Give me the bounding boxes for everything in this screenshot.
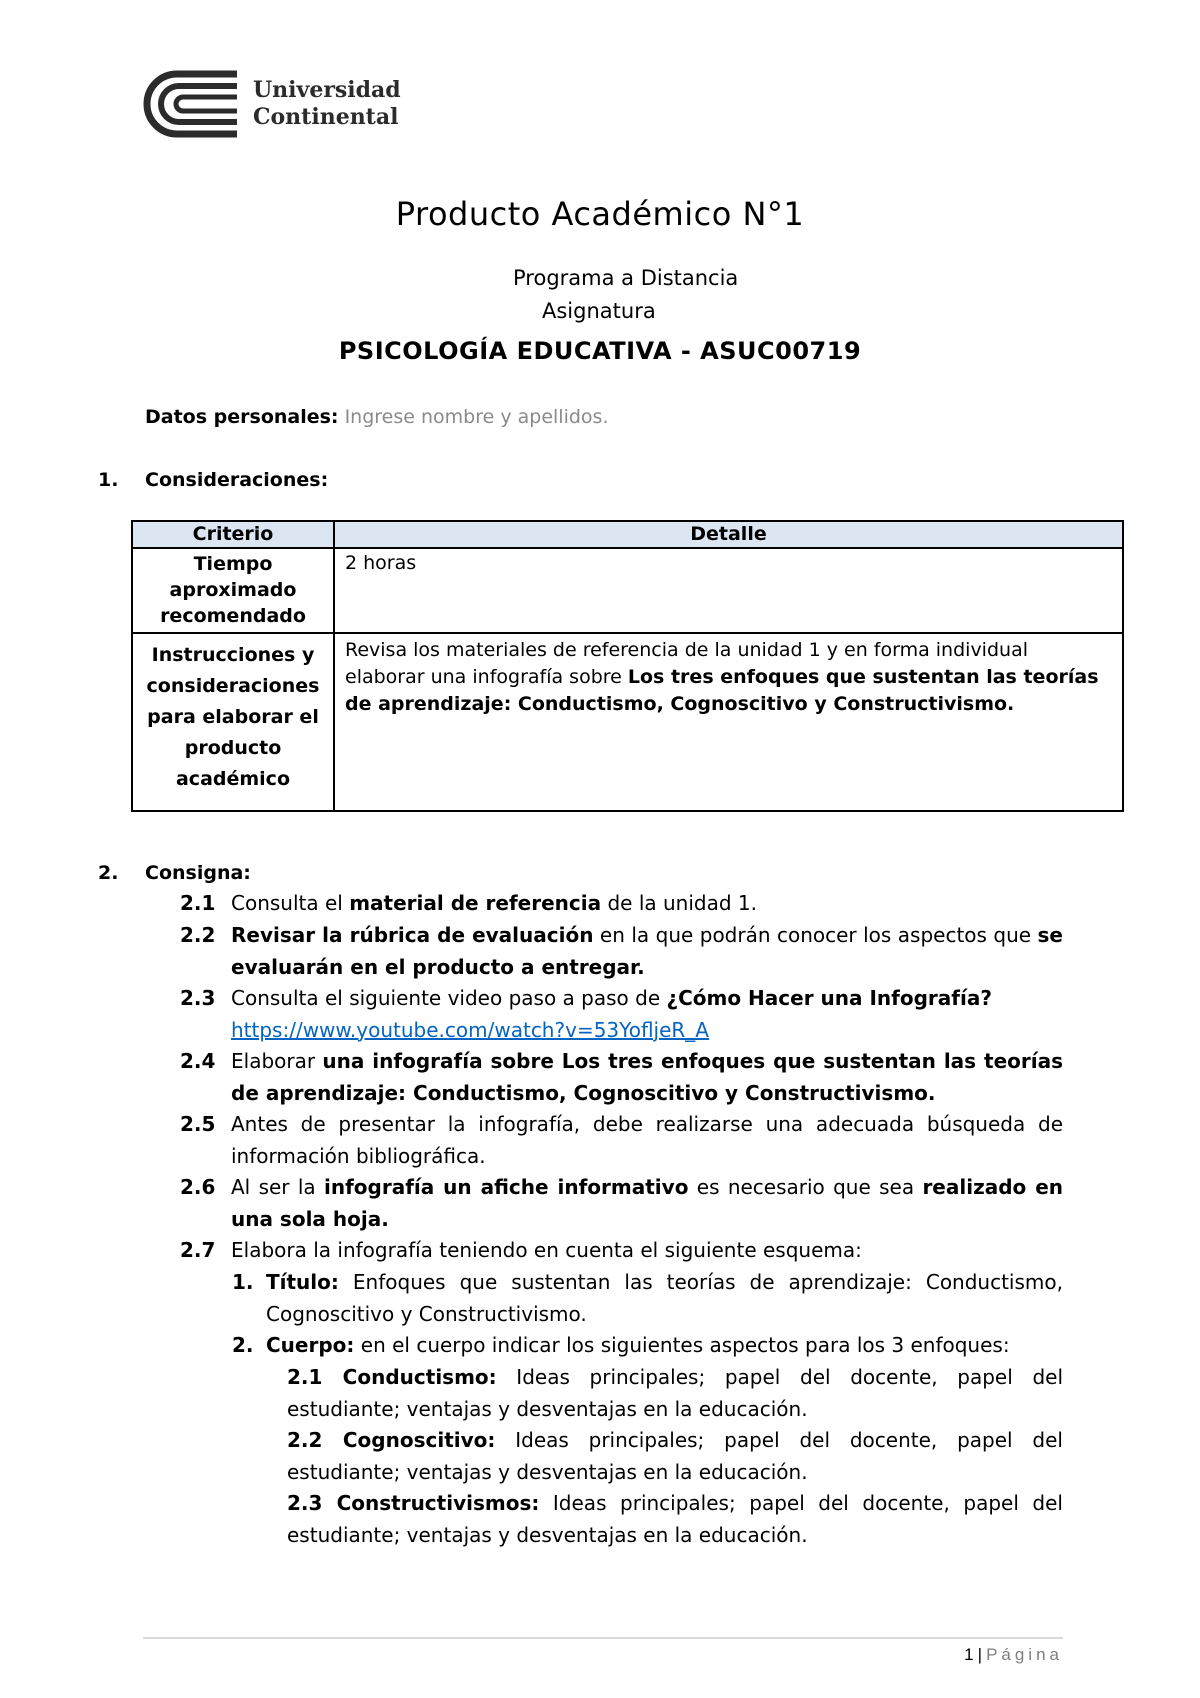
item-bold-text: se evaluarán en el producto a entregar. bbox=[231, 923, 1063, 979]
item-number: 2.7 bbox=[180, 1238, 216, 1262]
detalle-text: Revisa los materiales de referencia de la unidad 1 y en forma individual elaborar una infografía sobre bbox=[345, 639, 1028, 688]
footer-separator: | bbox=[977, 1645, 983, 1664]
scheme-subitem-conductismo bbox=[287, 1362, 1063, 1425]
scheme-text: en el cuerpo indicar los siguientes aspectos para los 3 enfoques: bbox=[354, 1333, 1010, 1357]
footer-divider bbox=[143, 1637, 1063, 1639]
video-link[interactable]: https://www.youtube.com/watch?v=53YofljeR_A bbox=[231, 1017, 709, 1042]
item-bold-text: una infografía sobre Los tres enfoques que sustentan las teorías de aprendizaje: Conductismo, Cognoscitivo y Constructivismo. bbox=[231, 1049, 1063, 1105]
item-text: Elaborar bbox=[231, 1049, 323, 1073]
logo-line-2: Continental bbox=[253, 104, 399, 130]
subject-subtitle: Asignatura bbox=[542, 299, 656, 323]
section-2-number: 2. bbox=[98, 862, 119, 884]
personal-data bbox=[145, 406, 609, 428]
course-title: PSICOLOGÍA EDUCATIVA - ASUC00719 bbox=[338, 337, 862, 365]
item-number: 2.3 bbox=[180, 986, 216, 1010]
list-item bbox=[180, 888, 1063, 920]
item-text: en la que podrán conocer los aspectos que bbox=[593, 923, 1038, 947]
table-header-detalle: Detalle bbox=[334, 521, 1123, 548]
page-title: Producto Académico N°1 bbox=[395, 195, 805, 233]
item-text: es necesario que sea bbox=[688, 1175, 923, 1199]
section-2-title: Consigna: bbox=[145, 862, 251, 884]
item-bold-text: material de referencia bbox=[349, 891, 602, 915]
list-item bbox=[180, 983, 1063, 1046]
program-subtitle: Programa a Distancia bbox=[513, 266, 739, 290]
page-footer bbox=[964, 1645, 1063, 1665]
detalle-bold-text: Los tres enfoques que sustentan las teorías de aprendizaje: Conductismo, Cognoscitivo y Constructivismo. bbox=[345, 666, 1099, 715]
table-row bbox=[132, 633, 1123, 811]
scheme-text: Ideas principales; papel del docente, papel del estudiante; ventajas y desventajas en la educación. bbox=[287, 1491, 1063, 1547]
logo-line-1: Universidad bbox=[253, 77, 401, 103]
page-word: Página bbox=[986, 1645, 1063, 1664]
scheme-text: Ideas principales; papel del docente, papel del estudiante; ventajas y desventajas en la educación. bbox=[287, 1428, 1063, 1484]
item-bold-text: infografía un afiche informativo bbox=[323, 1175, 689, 1199]
list-item bbox=[180, 1046, 1063, 1109]
item-number: 2.1 bbox=[180, 891, 216, 915]
detalle-cell: 2 horas bbox=[334, 548, 1123, 633]
scheme-label: Título: bbox=[266, 1270, 339, 1294]
item-number: 2.6 bbox=[180, 1175, 216, 1199]
item-text: Consulta el siguiente video paso a paso de bbox=[231, 986, 667, 1010]
scheme-number: 2. bbox=[232, 1333, 254, 1357]
scheme-item-body bbox=[232, 1330, 1063, 1362]
page-number: 1 bbox=[964, 1645, 974, 1664]
scheme-text: Ideas principales; papel del docente, papel del estudiante; ventajas y desventajas en la educación. bbox=[287, 1365, 1063, 1421]
scheme-item-title bbox=[232, 1267, 1063, 1330]
criterio-cell: Instrucciones y consideraciones para elaborar el producto académico bbox=[132, 633, 334, 811]
scheme-label: 2.2 Cognoscitivo: bbox=[287, 1428, 496, 1452]
item-number: 2.2 bbox=[180, 923, 216, 947]
scheme-label: Cuerpo: bbox=[266, 1333, 355, 1357]
scheme-text: Enfoques que sustentan las teorías de aprendizaje: Conductismo, Cognoscitivo y Constructivismo. bbox=[266, 1270, 1063, 1326]
section-1-number: 1. bbox=[98, 469, 119, 491]
section-2-heading bbox=[98, 862, 251, 884]
scheme-label: 2.3 Constructivismos: bbox=[287, 1491, 540, 1515]
item-bold-text: ¿Cómo Hacer una Infografía? bbox=[666, 986, 992, 1010]
university-logo-icon bbox=[143, 70, 239, 138]
item-bold-text: Revisar la rúbrica de evaluación bbox=[231, 923, 594, 947]
scheme-number: 1. bbox=[232, 1270, 254, 1294]
university-logo bbox=[143, 70, 401, 138]
item-text: Elabora la infografía teniendo en cuenta el siguiente esquema: bbox=[231, 1238, 862, 1262]
list-item bbox=[180, 920, 1063, 983]
item-text: Al ser la bbox=[231, 1175, 324, 1199]
personal-data-label: Datos personales: bbox=[145, 406, 339, 428]
list-item bbox=[180, 1235, 1063, 1267]
table-header-criterio: Criterio bbox=[132, 521, 334, 548]
detalle-cell bbox=[334, 633, 1123, 811]
item-text: Consulta el bbox=[231, 891, 350, 915]
list-item bbox=[180, 1172, 1064, 1235]
item-text: Antes de presentar la infografía, debe realizarse una adecuada búsqueda de información bibliográfica. bbox=[231, 1112, 1063, 1168]
scheme-subitem-cognoscitivo bbox=[287, 1425, 1063, 1488]
item-text: de la unidad 1. bbox=[601, 891, 757, 915]
university-name bbox=[253, 77, 401, 131]
item-bold-text: realizado en una sola hoja. bbox=[231, 1175, 1064, 1231]
list-item bbox=[180, 1109, 1063, 1172]
table-row bbox=[132, 548, 1123, 633]
criterio-cell: Tiempo aproximado recomendado bbox=[132, 548, 334, 633]
item-number: 2.5 bbox=[180, 1112, 216, 1136]
section-1-heading bbox=[98, 469, 328, 491]
section-1-title: Consideraciones: bbox=[145, 469, 329, 491]
scheme-label: 2.1 Conductismo: bbox=[287, 1365, 497, 1389]
scheme-subitem-constructivismo bbox=[287, 1488, 1063, 1551]
criteria-table bbox=[131, 520, 1124, 812]
item-number: 2.4 bbox=[180, 1049, 216, 1073]
name-input-placeholder[interactable]: Ingrese nombre y apellidos. bbox=[344, 406, 609, 428]
